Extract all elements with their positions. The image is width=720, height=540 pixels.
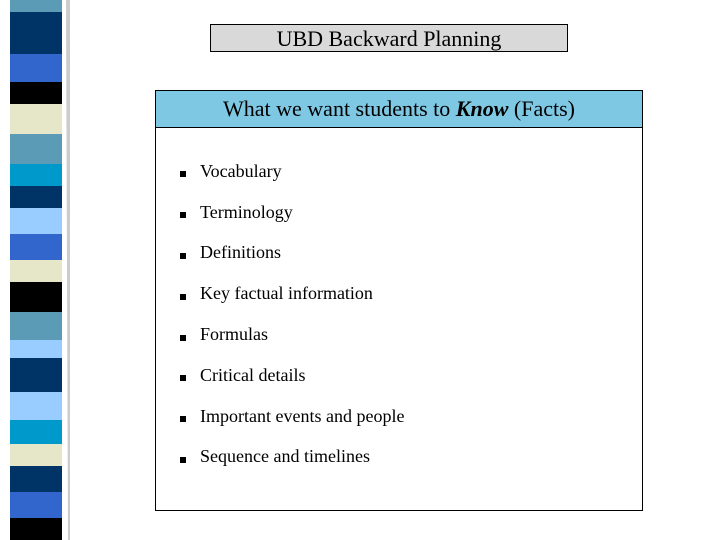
list-item-text: Important events and people [200, 405, 405, 426]
square-bullet-icon [180, 294, 186, 300]
square-bullet-icon [180, 375, 186, 381]
header-prefix: What we want students to [223, 96, 456, 121]
list-item [180, 396, 404, 437]
list-item [180, 192, 404, 233]
square-bullet-icon [180, 416, 186, 422]
slide-title: UBD Backward Planning [210, 24, 568, 52]
list-item-text: Sequence and timelines [200, 446, 370, 467]
list-item [180, 314, 404, 355]
list-item [180, 355, 404, 396]
decorative-stripe [0, 0, 80, 540]
list-item [180, 151, 404, 192]
list-item [180, 233, 404, 274]
header-emphasis: Know [455, 96, 509, 121]
square-bullet-icon [180, 253, 186, 259]
list-item-text: Terminology [200, 201, 293, 222]
square-bullet-icon [180, 457, 186, 463]
list-item-text: Definitions [200, 242, 281, 263]
facts-panel [155, 90, 643, 511]
list-item-text: Critical details [200, 364, 306, 385]
list-item-text: Vocabulary [200, 160, 282, 181]
list-item-text: Key factual information [200, 283, 373, 304]
square-bullet-icon [180, 171, 186, 177]
list-item-text: Formulas [200, 324, 269, 345]
header-suffix: (Facts) [508, 96, 575, 121]
panel-header [156, 91, 642, 128]
square-bullet-icon [180, 335, 186, 341]
list-item [180, 273, 404, 314]
list-item [180, 437, 404, 478]
square-bullet-icon [180, 212, 186, 218]
fact-list [180, 151, 404, 477]
